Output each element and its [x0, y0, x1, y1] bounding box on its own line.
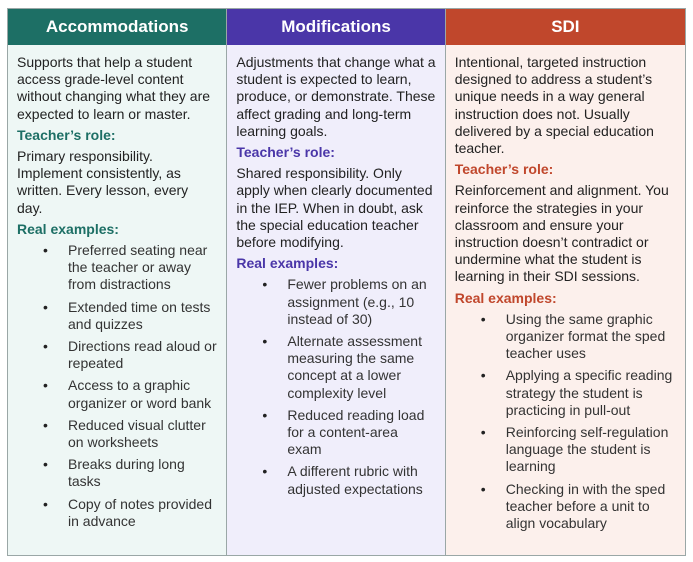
- list-item: • Checking in with the sped teacher before a unit to align vocabulary: [455, 481, 676, 533]
- list-item: • Using the same graphic organizer format the sped teacher uses: [455, 311, 676, 363]
- sdi-description: Intentional, targeted instruction designed to address a student’s unique needs in a way general instruction does not. Usually delivered by a special education teacher.: [454, 54, 654, 157]
- list-item: • Copy of notes provided in advance: [17, 496, 217, 530]
- modifications-examples-heading: Real examples:: [236, 255, 339, 272]
- accommodations-role-heading: Teacher’s role:: [17, 126, 116, 143]
- accommodations-examples-list: [17, 242, 217, 530]
- list-item: • Fewer problems on an assignment (e.g., 10 instead of 30): [236, 276, 435, 328]
- column-header-sdi: SDI: [446, 9, 685, 45]
- column-body-sdi: [446, 45, 685, 537]
- column-sdi: [445, 9, 685, 555]
- modifications-description: Adjustments that change what a student is expected to learn, produce, or demonstrate. These affect grading and long-term learning goals.: [236, 54, 436, 139]
- list-item: • Access to a graphic organizer or word bank: [17, 377, 217, 411]
- column-body-modifications: [227, 45, 444, 503]
- accommodations-examples-heading: Real examples:: [17, 220, 119, 237]
- list-item: • Directions read aloud or repeated: [17, 338, 217, 372]
- column-header-modifications: Modifications: [227, 9, 444, 45]
- list-item: • Breaks during long tasks: [17, 456, 217, 490]
- list-item: • Alternate assessment measuring the same concept at a lower complexity level: [236, 333, 435, 402]
- modifications-examples-list: [236, 276, 435, 497]
- sdi-examples-list: [455, 311, 676, 532]
- list-item: • A different rubric with adjusted expectations: [236, 463, 435, 497]
- list-item: • Applying a specific reading strategy the student is practicing in pull-out: [455, 367, 676, 419]
- sdi-role-heading: Teacher’s role:: [454, 161, 554, 178]
- column-header-accommodations: Accommodations: [8, 9, 226, 45]
- list-item: • Reduced visual clutter on worksheets: [17, 417, 217, 451]
- list-item: • Reinforcing self-regulation language the student is learning: [455, 424, 676, 476]
- accommodations-role-text: Primary responsibility. Implement consistently, as written. Every lesson, every day.: [17, 148, 189, 216]
- list-item: • Extended time on tests and quizzes: [17, 299, 217, 333]
- modifications-role-heading: Teacher’s role:: [236, 144, 335, 161]
- column-accommodations: [8, 9, 226, 555]
- sdi-role-text: Reinforcement and alignment. You reinforce the strategies in your classroom and ensure your instruction doesn’t contradict or undermine what the student is learning in their SDI sessions.: [454, 182, 669, 285]
- sdi-examples-heading: Real examples:: [454, 289, 557, 306]
- column-modifications: [226, 9, 444, 555]
- list-item: • Preferred seating near the teacher or away from distractions: [17, 242, 217, 294]
- modifications-role-text: Shared responsibility. Only apply when clearly documented in the IEP. When in doubt, ask the special education teacher before modifying.: [236, 165, 433, 251]
- list-item: • Reduced reading load for a content-area exam: [236, 407, 435, 459]
- column-body-accommodations: [8, 45, 226, 535]
- comparison-table: [7, 8, 686, 556]
- accommodations-description: Supports that help a student access grade-level content without changing what they are expected to learn or master.: [17, 54, 211, 122]
